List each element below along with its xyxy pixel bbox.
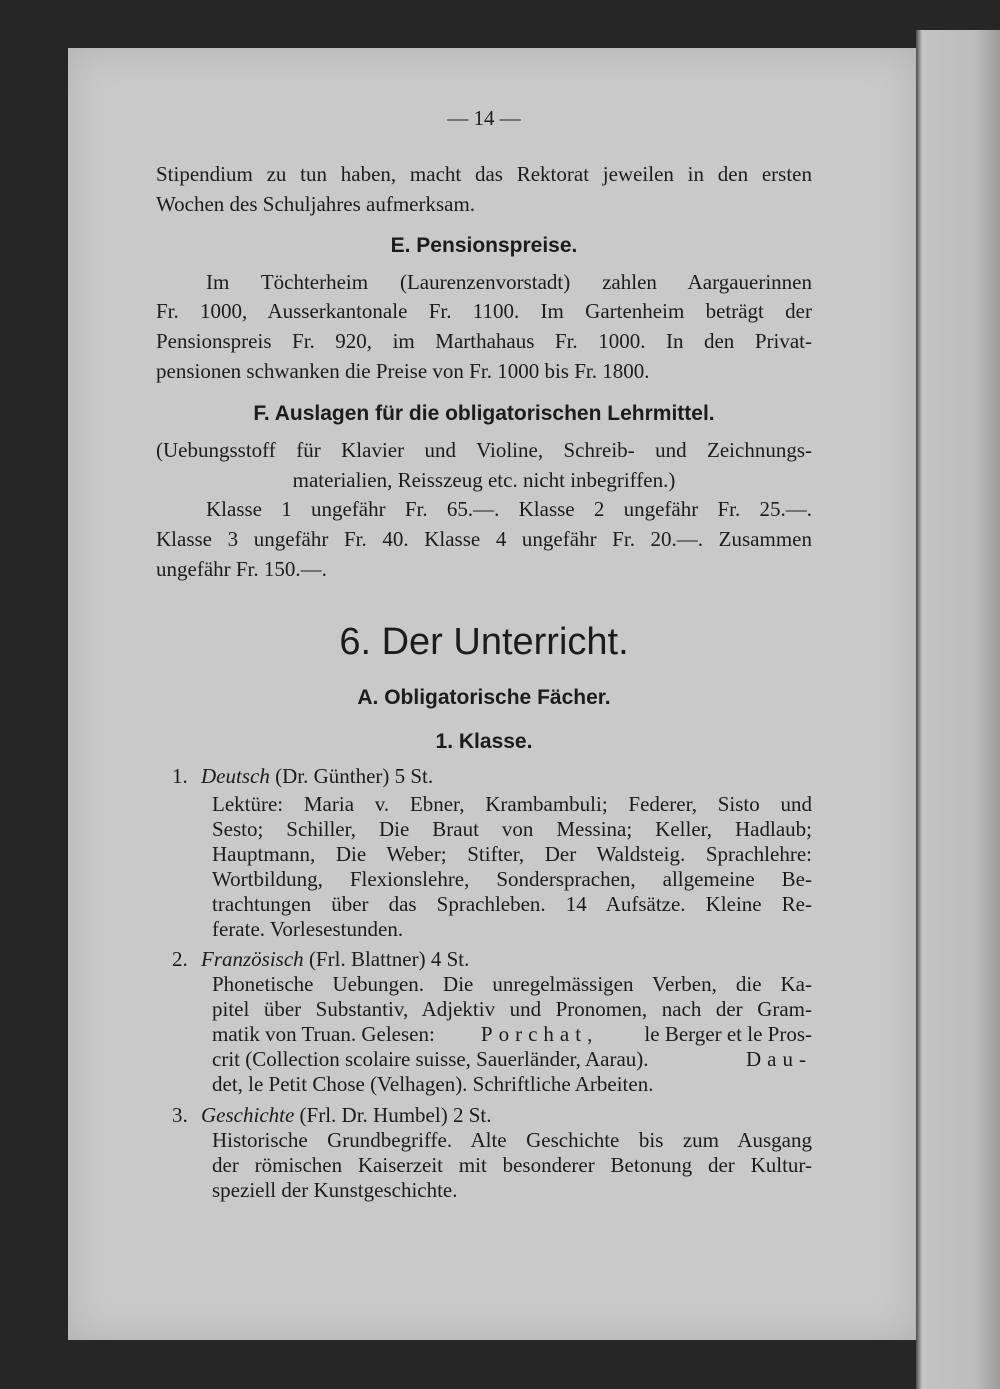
paragraph-line: pensionen schwanken die Preise von Fr. 1000 bis Fr. 1800. [156,359,650,383]
paragraph-line: Fr. 1000, Ausserkantonale Fr. 1100. Im Gartenheim beträgt der [156,299,812,323]
item-text-line: ferate. Vorlesestunden. [212,917,404,941]
paragraph-line: Pensionspreis Fr. 920, im Marthahaus Fr. 1000. In den Privat- [156,329,812,353]
chapter-title: 6. Der Unterricht. [339,621,629,663]
item-text-line: Phonetische Uebungen. Die unregelmässigen Verben, die Ka- [212,972,812,996]
paragraph-line: Klasse 3 ungefähr Fr. 40. Klasse 4 ungefähr Fr. 20.—. Zusammen [156,527,812,551]
item-text-segment: le Berger et le Pros- [644,1022,812,1046]
document-page [68,48,916,1340]
paragraph-line: Im Töchterheim (Laurenzenvorstadt) zahlen Aargauerinnen [206,270,812,294]
subheading-obligatorische-faecher: A. Obligatorische Fächer. [357,686,611,709]
paragraph-line: Stipendium zu tun haben, macht das Rektorat jeweilen in den ersten [156,162,812,186]
list-item-heading [172,1101,812,1129]
item-text-segment: matik von Truan. Gelesen: [212,1022,435,1046]
list-item-heading [172,945,812,973]
item-text-line: Wortbildung, Flexionslehre, Sondersprachen, allgemeine Be- [212,867,812,891]
item-number: 3. [172,1103,188,1127]
item-text-line: Lektüre: Maria v. Ebner, Krambambuli; Federer, Sisto und [212,792,812,816]
section-e-heading: E. Pensionspreise. [390,234,578,257]
paragraph-line: Klasse 1 ungefähr Fr. 65.—. Klasse 2 ungefähr Fr. 25.—. [206,497,812,521]
item-subject: Französisch [201,947,304,971]
item-text-spaced: Dau- [746,1047,812,1071]
item-number: 1. [172,764,188,788]
subheading-klasse: 1. Klasse. [435,730,533,753]
item-text-line [212,1020,812,1048]
item-text-line: Sesto; Schiller, Die Braut von Messina; Keller, Hadlaub; [212,817,812,841]
item-number: 2. [172,947,188,971]
item-text-line: pitel über Substantiv, Adjektiv und Pronomen, nach der Gram- [212,997,812,1021]
paragraph-line: materialien, Reisszeug etc. nicht inbegriffen.) [292,468,676,492]
item-text-line: Hauptmann, Die Weber; Stifter, Der Waldsteig. Sprachlehre: [212,842,812,866]
section-f-heading: F. Auslagen für die obligatorischen Lehrmittel. [253,402,715,425]
facing-page-edge [916,30,1000,1389]
item-details: (Frl. Dr. Humbel) 2 St. [294,1103,492,1127]
item-text-line: der römischen Kaiserzeit mit besonderer Betonung der Kultur- [212,1153,812,1177]
item-text-line: Historische Grundbegriffe. Alte Geschichte bis zum Ausgang [212,1128,812,1152]
paragraph-line: Wochen des Schuljahres aufmerksam. [156,192,476,216]
item-text-line: trachtungen über das Sprachleben. 14 Aufsätze. Kleine Re- [212,892,812,916]
item-text-line: speziell der Kunstgeschichte. [212,1178,458,1202]
item-text-segment: crit (Collection scolaire suisse, Sauerländer, Aarau). [212,1047,649,1071]
paragraph-line: ungefähr Fr. 150.—. [156,557,327,581]
item-details: (Frl. Blattner) 4 St. [303,947,470,971]
item-text-line [212,1045,812,1073]
item-details: (Dr. Günther) 5 St. [269,764,434,788]
item-subject: Deutsch [201,764,270,788]
page-number: — 14 — [447,106,521,130]
paragraph-line: (Uebungsstoff für Klavier und Violine, Schreib- und Zeichnungs- [156,438,812,462]
item-subject: Geschichte [201,1103,295,1127]
item-text-line: det, le Petit Chose (Velhagen). Schriftliche Arbeiten. [212,1072,654,1096]
list-item-heading [172,762,812,790]
item-text-spaced: Porchat, [480,1022,599,1046]
